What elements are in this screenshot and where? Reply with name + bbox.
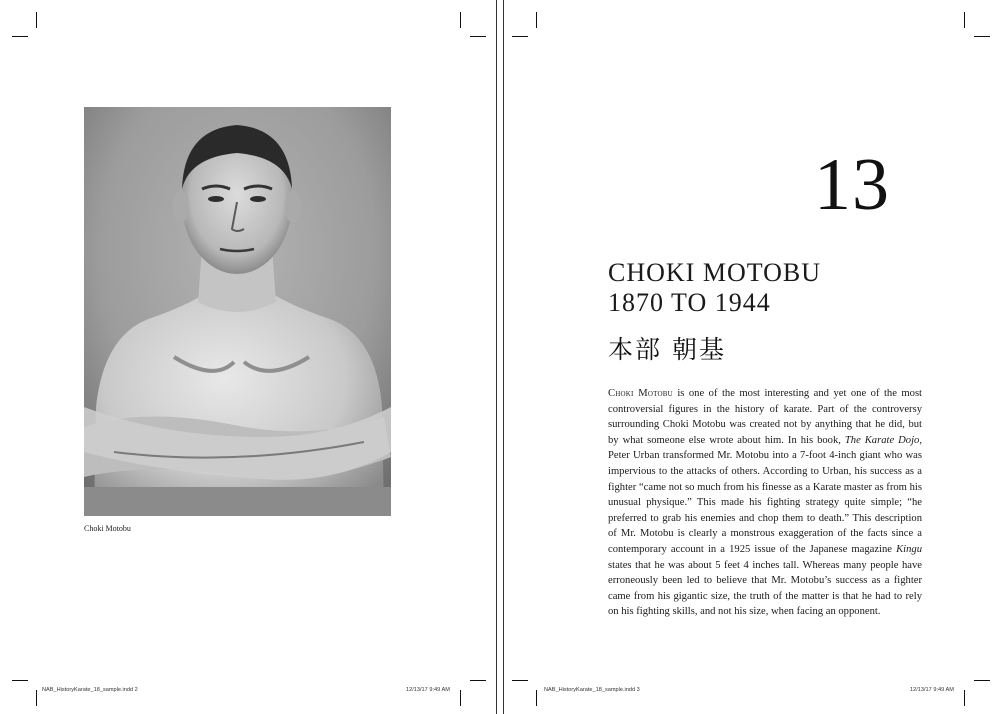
crop-mark	[460, 12, 461, 28]
slug-filename: NAB_HistoryKarate_18_sample.indd 3	[544, 687, 640, 693]
chapter-title-name: CHOKI MOTOBU	[608, 258, 822, 287]
crop-mark	[974, 36, 990, 37]
crop-mark	[12, 36, 28, 37]
crop-mark	[36, 690, 37, 706]
crop-mark	[470, 680, 486, 681]
photo-caption: Choki Motobu	[84, 524, 131, 533]
body-text-3: states that he was about 5 feet 4 inches tall. Whereas many people have erroneously been led to believe that Mr. Motobu’s success as a fighter came from his gigantic size, the truth of the matter is that he had to rely on his fighting skills, and not his size, when facing an opponent.	[608, 559, 922, 618]
body-text-1: is one of the most interesting and yet one of the most controversial figures in the history of karate. Part of the controversy surrounding Choki Motobu was created not by anything that he did, but by what someone else wrote about him. In his book,	[608, 388, 923, 446]
chapter-title-kanji: 本部 朝基	[608, 335, 726, 364]
chapter-title	[608, 258, 821, 318]
crop-mark	[536, 690, 537, 706]
chapter-body-paragraph	[608, 386, 922, 620]
crop-mark	[36, 12, 37, 28]
right-page	[504, 0, 1000, 714]
portrait-photo	[84, 107, 391, 516]
chapter-title-dates: 1870 TO 1944	[608, 288, 771, 317]
crop-mark	[460, 690, 461, 706]
portrait-illustration	[84, 107, 391, 516]
body-text-2: , Peter Urban transformed Mr. Motobu into a 7-foot 4-inch giant who was impervious to the attacks of others. According to Urban, his success as a fighter “came not so much from his finesse as a Karate master as from his unusual physique.” This made his fighting strategy quite simple; “he preferred to grab his enemies and chop them to death.” This description of Mr. Motobu is clearly a monstrous exaggeration of the facts since a contemporary account in a 1925 issue of the Japanese magazine	[608, 434, 922, 555]
chapter-number: 13	[814, 144, 890, 226]
crop-mark	[974, 680, 990, 681]
crop-mark	[964, 690, 965, 706]
crop-mark	[512, 36, 528, 37]
crop-mark	[512, 680, 528, 681]
crop-mark	[470, 36, 486, 37]
body-lead-in: Choki Motobu	[608, 388, 673, 399]
slug-filename: NAB_HistoryKarate_18_sample.indd 2	[42, 687, 138, 693]
crop-mark	[964, 12, 965, 28]
slug-date: 12/13/17 9:49 AM	[910, 687, 954, 693]
crop-mark	[12, 680, 28, 681]
slug-date: 12/13/17 9:49 AM	[406, 687, 450, 693]
body-magazine-title: Kingu	[896, 543, 922, 555]
crop-mark	[536, 12, 537, 28]
page-gutter	[496, 0, 504, 714]
left-page	[0, 0, 496, 714]
body-book-title: The Karate Dojo	[844, 434, 920, 446]
